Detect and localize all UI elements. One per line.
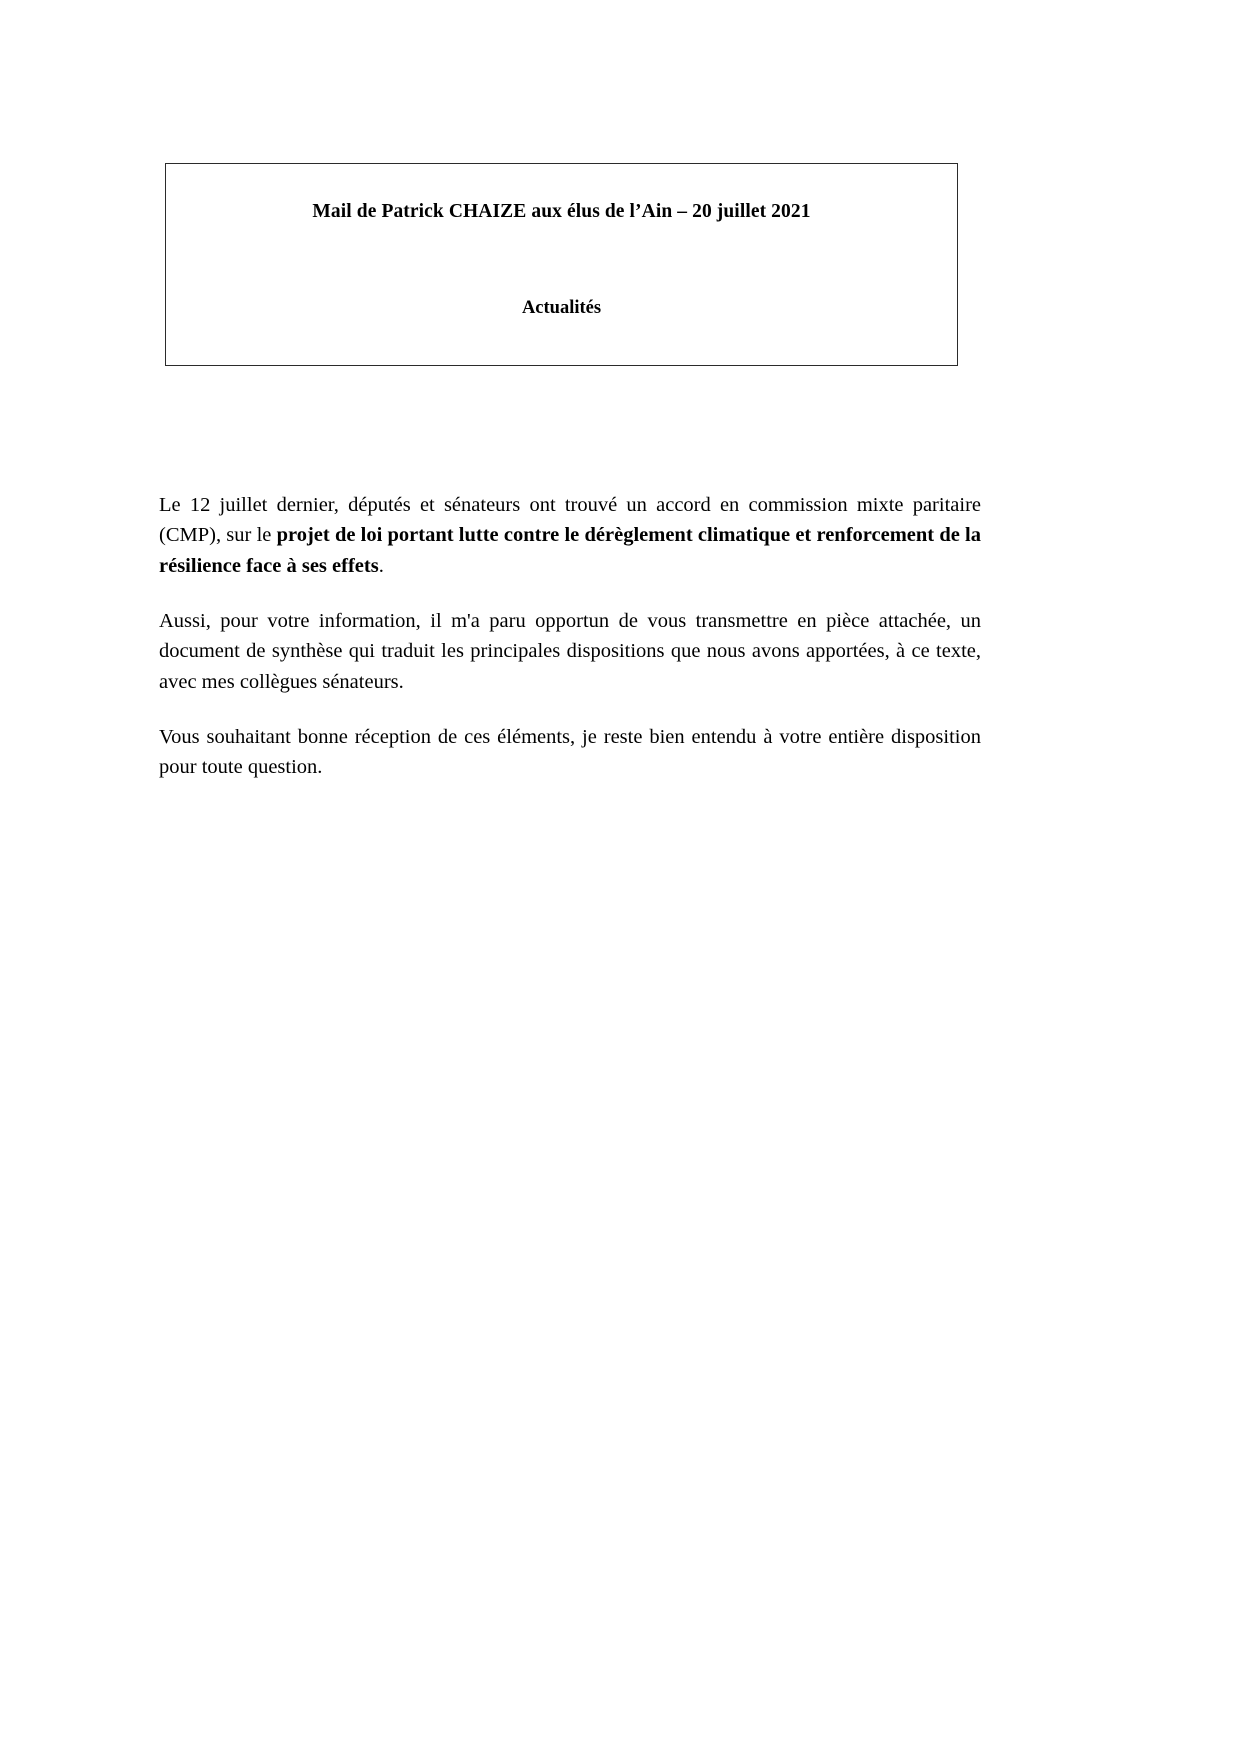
document-body: [159, 490, 981, 783]
text-run: .: [378, 554, 384, 577]
paragraph-2: [159, 606, 981, 697]
text-run: Le 12 juillet dernier, députés et sénateurs ont trouvé un accord en commission mixte paritaire (CMP), sur le: [159, 494, 981, 547]
emphasis-run: projet de loi portant lutte contre le dérèglement climatique et renforcement de la résilience face à ses effets: [159, 524, 981, 577]
paragraph-3: [159, 722, 981, 783]
text-run: Vous souhaitant bonne réception de ces éléments, je reste bien entendu à votre entière disposition pour toute question.: [159, 725, 981, 779]
text-run: Aussi, pour votre information, il m'a paru opportun de vous transmettre en pièce attachée, un document de synthèse qui traduit les principales dispositions que nous avons apportées, à ce texte, avec mes collègues sénateurs.: [159, 609, 981, 693]
paragraph-1: [159, 490, 981, 581]
header-subtitle: Actualités: [521, 298, 602, 318]
page-title: Mail de Patrick CHAIZE aux élus de l’Ain – 20 juillet 2021: [312, 201, 811, 222]
header-box: [165, 163, 958, 366]
